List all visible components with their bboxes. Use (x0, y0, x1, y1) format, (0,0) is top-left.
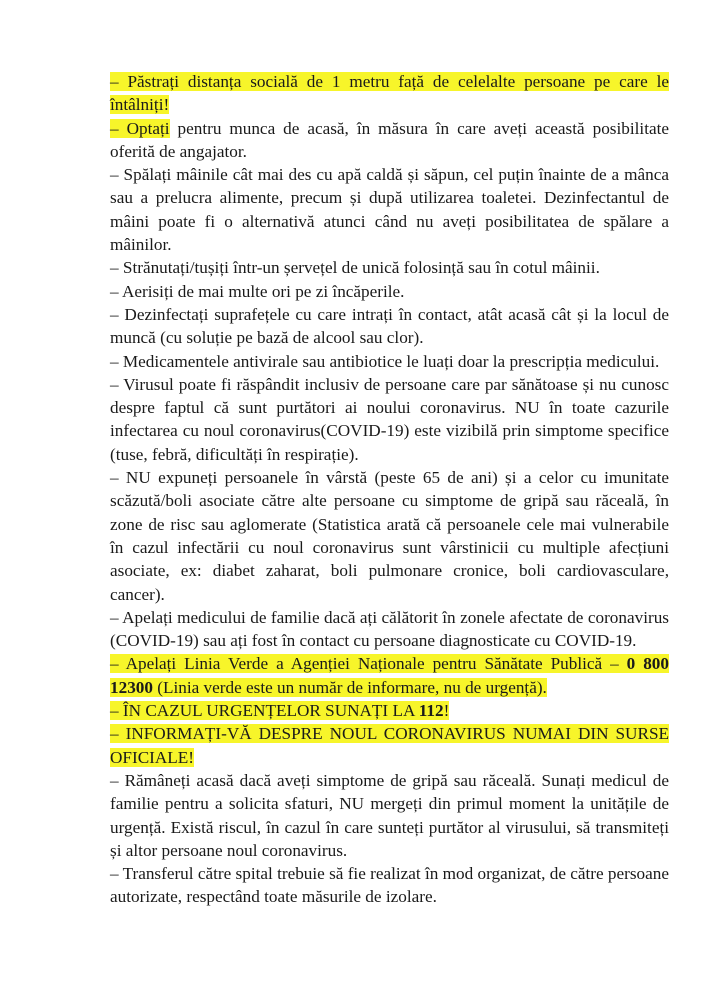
highlighted-text: – Păstrați distanța socială de 1 metru față de celelalte persoane pe care le întâlniți! (110, 72, 669, 115)
green-line-text: – Apelați Linia Verde a Agenției Naționale pentru Sănătate Publică – (110, 654, 627, 674)
highlighted-text: – INFORMAȚI-VĂ DESPRE NOUL CORONAVIRUS NUMAI DIN SURSE OFICIALE! (110, 724, 669, 767)
paragraph-work-from-home (110, 117, 669, 164)
paragraph-medication: – Medicamentele antivirale sau antibiotice le luați doar la prescripția medicului. (110, 351, 660, 371)
paragraph-disinfect: – Dezinfectați suprafețele cu care intrați în contact, atât acasă cât și la locul de muncă (cu soluție pe bază de alcool sau clor). (110, 304, 669, 348)
paragraph-virus-spread: – Virusul poate fi răspândit inclusiv de persoane care par sănătoase și nu cunosc despre faptul că sunt purtători ai noului coronavirus. NU în toate cazurile infectarea cu noul coronavirus(COVID-19) este vizibilă prin simptome specifice (tuse, febră, dificultăți în respirație). (110, 374, 669, 464)
paragraph-family-doctor: – Apelați medicului de familie dacă ați călătorit în zonele afectate de coronavirus (COVID-19) sau ați fost în contact cu persoane diagnosticate cu COVID-19. (110, 607, 669, 651)
green-line-note: (Linia verde este un număr de informare, nu de urgență). (152, 677, 547, 697)
paragraph-official-sources (110, 722, 669, 769)
highlighted-text: – Optați (110, 118, 170, 138)
paragraph-sneeze: – Strănutați/tușiți într-un șervețel de unică folosință sau în cotul mâinii. (110, 258, 600, 278)
highlighted-text (110, 654, 669, 696)
emergency-number: 112 (418, 701, 444, 721)
highlighted-text (110, 701, 449, 720)
paragraph-ventilate: – Aerisiți de mai multe ori pe zi încăperile. (110, 281, 405, 301)
emergency-exclaim: ! (443, 701, 450, 721)
paragraph-green-line (110, 652, 669, 699)
paragraph-text: pentru munca de acasă, în măsura în care aveți această posibilitate oferită de angajator. (110, 118, 669, 161)
paragraph-distance (110, 70, 669, 117)
paragraph-wash-hands: – Spălați mâinile cât mai des cu apă caldă și săpun, cel puțin înainte de a mânca sau a prelucra alimente, precum și după utilizarea toaletei. Dezinfectantul de mâini poate fi o alternativă atunci când nu aveți posibilitatea de spălare a mâinilor. (110, 165, 669, 255)
paragraph-hospital-transfer: – Transferul către spital trebuie să fie realizat în mod organizat, de către persoane autorizate, respectând toate măsurile de izolare. (110, 864, 670, 907)
paragraph-elderly: – NU expuneți persoanele în vârstă (peste 65 de ani) și a celor cu imunitate scăzută/boli asociate către alte persoane cu simptome de gripă sau răceală, în zone de risc sau aglomerate (Statistica arată că persoanele cele mai vulnerabile în cazul infectării cu noul coronavirus sunt vârstinicii cu multiple afecțiuni asociate, ex: diabet zaharat, boli pulmonare cronice, boli cardiovasculare, cancer). (110, 468, 669, 604)
green-line-phone: 0 800 12300 (110, 654, 669, 697)
paragraph-emergency (110, 699, 669, 722)
emergency-text: – ÎN CAZUL URGENȚELOR SUNAȚI LA (110, 701, 419, 721)
paragraph-stay-home: – Rămâneți acasă dacă aveți simptome de gripă sau răceală. Sunați medicul de familie pentru a solicita sfaturi, NU mergeți din primul moment la unitățile de urgență. Există riscul, în cazul în care sunteți purtător al virusului, să transmiteți și altor persoane noul coronavirus. (110, 770, 669, 860)
